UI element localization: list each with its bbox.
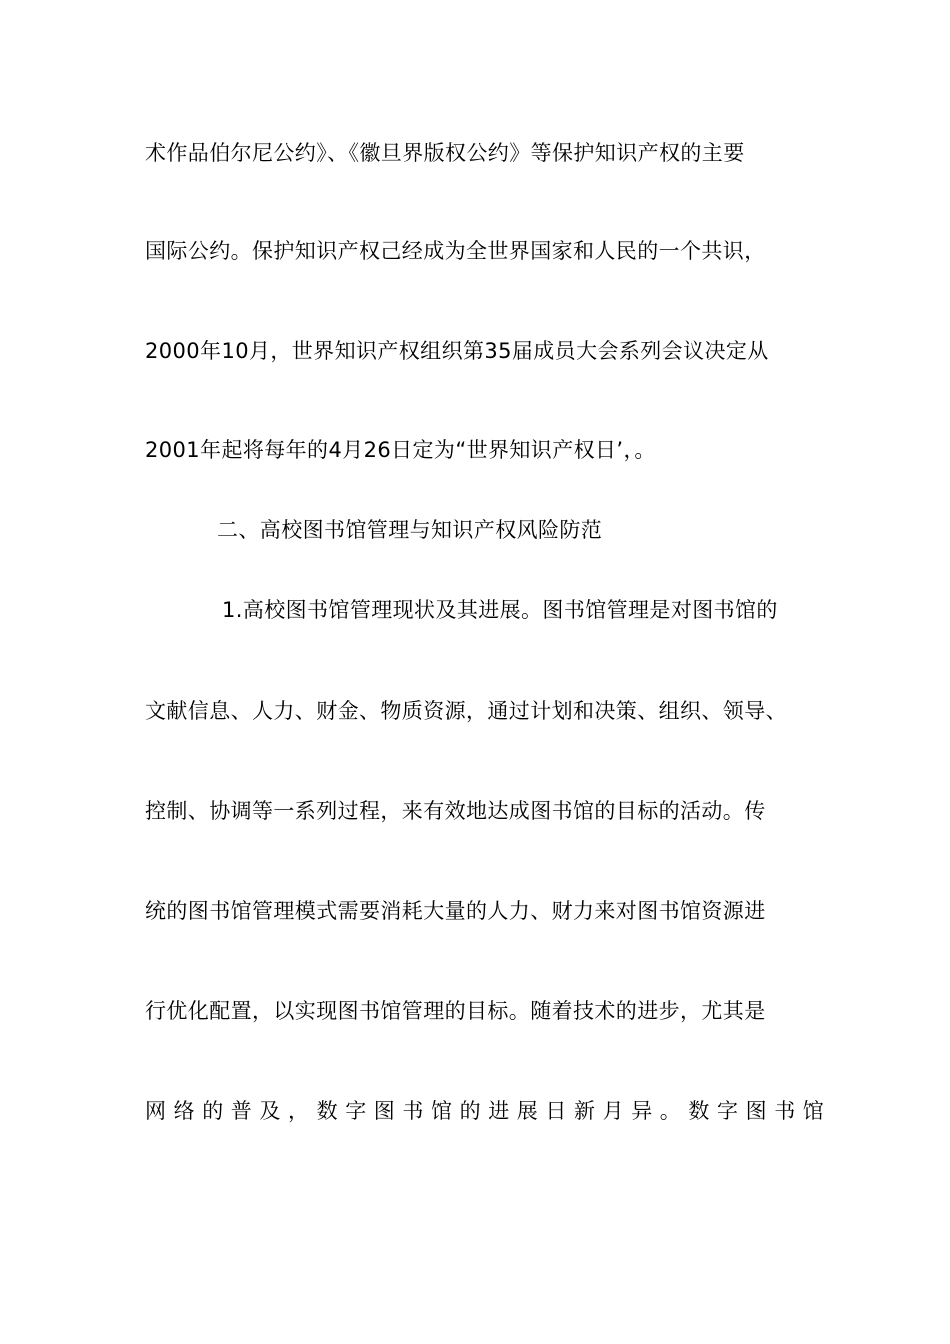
body-text-line: 1.高校图书馆管理现状及其进展。图书馆管理是对图书馆的 [222,598,778,622]
body-text-line: 控制、协调等一系列过程，来有效地达成图书馆的目标的活动。传 [145,799,766,823]
body-text-line: 统的图书馆管理模式需要消耗大量的人力、财力来对图书馆资源进 [145,899,766,923]
section-heading: 二、高校图书馆管理与知识产权风险防范 [217,518,603,542]
body-text-line: 2000年10月，世界知识产权组织第35届成员大会系列会议决定从 [145,339,769,363]
body-text-line: 网络的普及，数字图书馆的进展日新月异。数字图书馆 [145,1099,832,1123]
body-text-line: 文献信息、人力、财金、物质资源，通过计划和决策、组织、领导、 [145,699,787,723]
body-text-line: 行优化配置，以实现图书馆管理的目标。随着技术的进步，尤其是 [145,999,766,1023]
body-text-line: 2001年起将每年的4月26日定为“世界知识产权日’，。 [145,438,656,462]
body-text-line: 国际公约。保护知识产权己经成为全世界国家和人民的一个共识， [145,239,766,263]
body-text-line: 术作品伯尔尼公约》、《徽旦界版权公约》等保护知识产权的主要 [145,141,745,165]
